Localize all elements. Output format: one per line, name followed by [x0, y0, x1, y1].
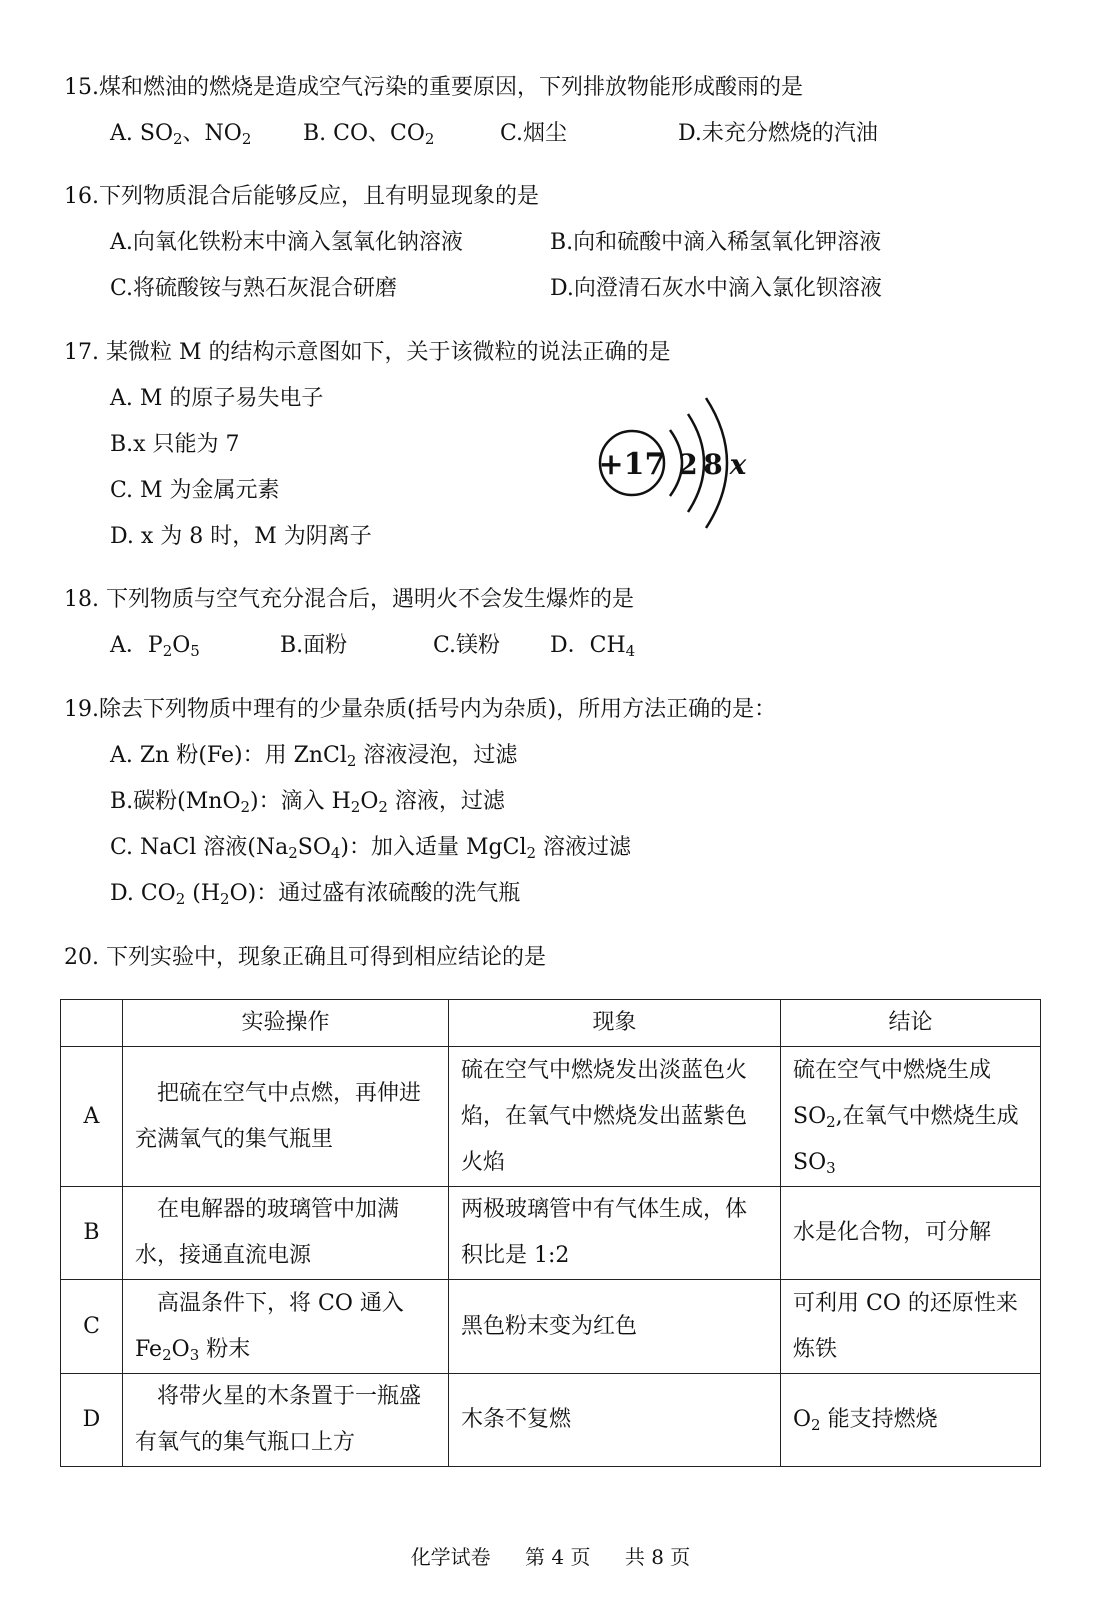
q16-stem: 16.下列物质混合后能够反应，且有明显现象的是 [64, 184, 539, 209]
q16-option-d: D.向澄清石灰水中滴入氯化钡溶液 [550, 276, 882, 301]
row-conclusion: $O_2$ 能支持燃烧 [781, 1374, 1041, 1467]
table-header-row [61, 1000, 1041, 1047]
header-blank [61, 1000, 123, 1047]
table-row [61, 1047, 1041, 1187]
nucleus-charge: +17 [598, 447, 666, 482]
q19-option-a: A. Zn 粉(Fe)：用 ZnCl$_2$ 溶液浸泡，过滤 [110, 743, 518, 770]
shell-2-electrons: 8 [703, 448, 723, 481]
q15-option-b: B. CO、$CO_2$ [303, 121, 435, 148]
q18-option-a: A．$P_2O_5$ [110, 633, 200, 660]
q17-stem: 17. 某微粒 M 的结构示意图如下，关于该微粒的说法正确的是 [64, 340, 671, 365]
shell-1-electrons: 2 [678, 448, 698, 481]
q17-option-a: A. M 的原子易失电子 [110, 386, 324, 411]
footer-subject: 化学试卷 [410, 1545, 491, 1569]
row-label: D [61, 1374, 123, 1467]
row-operation: 在电解器的玻璃管中加满水，接通直流电源 [123, 1187, 449, 1280]
q15-option-d: D.未充分燃烧的汽油 [678, 121, 878, 146]
q19-stem: 19.除去下列物质中理有的少量杂质(括号内为杂质)，所用方法正确的是： [64, 697, 777, 722]
row-operation: 把硫在空气中点燃，再伸进充满氧气的集气瓶里 [123, 1047, 449, 1187]
row-label: B [61, 1187, 123, 1280]
header-operation: 实验操作 [123, 1000, 449, 1047]
header-phenomenon: 现象 [449, 1000, 781, 1047]
q16-option-c: C.将硫酸铵与熟石灰混合研磨 [110, 276, 398, 301]
page-footer [0, 1542, 1101, 1572]
row-operation: 高温条件下，将 CO 通入$Fe_2O_3$ 粉末 [123, 1280, 449, 1374]
row-conclusion: 硫在空气中燃烧生成$SO_2$,在氧气中燃烧生成 $SO_3$ [781, 1047, 1041, 1187]
q18-option-c: C.镁粉 [433, 633, 501, 658]
q17-option-c: C. M 为金属元素 [110, 478, 280, 503]
shell-3-electrons: x [729, 448, 747, 481]
q18-stem: 18. 下列物质与空气充分混合后，遇明火不会发生爆炸的是 [64, 587, 634, 612]
table-row [61, 1374, 1041, 1467]
q15-stem: 15.煤和燃油的燃烧是造成空气污染的重要原因，下列排放物能形成酸雨的是 [64, 75, 803, 100]
q15-option-a: A. $SO_2$、$NO_2$ [110, 121, 252, 148]
table-row [61, 1280, 1041, 1374]
q19-option-d: D. $CO_2$ $(H_2O)$：通过盛有浓硫酸的洗气瓶 [110, 881, 521, 908]
header-conclusion: 结论 [781, 1000, 1041, 1047]
row-conclusion: 水是化合物，可分解 [781, 1187, 1041, 1280]
row-phenomenon: 两极玻璃管中有气体生成，体积比是 1:2 [449, 1187, 781, 1280]
q19-option-b: B.碳粉(MnO$_2$)：滴入 $H_2O_2$ 溶液，过滤 [110, 789, 505, 816]
q16-option-a: A.向氧化铁粉末中滴入氢氧化钠溶液 [110, 230, 463, 255]
q20-stem: 20. 下列实验中，现象正确且可得到相应结论的是 [64, 945, 546, 970]
experiment-table [60, 999, 1041, 1467]
row-operation: 将带火星的木条置于一瓶盛有氧气的集气瓶口上方 [123, 1374, 449, 1467]
q15-option-c: C.烟尘 [500, 121, 568, 146]
q19-option-c: C. NaCl 溶液$(Na_2SO_4)$：加入适量 MgCl$_2$ 溶液过滤 [110, 835, 632, 862]
q17-option-b: B.x 只能为 7 [110, 432, 240, 457]
row-label: C [61, 1280, 123, 1374]
table-row [61, 1187, 1041, 1280]
row-phenomenon: 黑色粉末变为红色 [449, 1280, 781, 1374]
atomic-structure-diagram [598, 388, 758, 538]
q17-option-d: D. x 为 8 时，M 为阴离子 [110, 524, 372, 549]
q18-option-b: B.面粉 [280, 633, 348, 658]
row-phenomenon: 硫在空气中燃烧发出淡蓝色火焰，在氧气中燃烧发出蓝紫色火焰 [449, 1047, 781, 1187]
footer-page: 第 4 页 [525, 1545, 591, 1569]
footer-total: 共 8 页 [624, 1545, 691, 1569]
row-conclusion: 可利用 CO 的还原性来炼铁 [781, 1280, 1041, 1374]
row-label: A [61, 1047, 123, 1187]
q16-option-b: B.向和硫酸中滴入稀氢氧化钾溶液 [550, 230, 882, 255]
row-phenomenon: 木条不复燃 [449, 1374, 781, 1467]
q18-option-d: D．$CH_4$ [550, 633, 636, 660]
